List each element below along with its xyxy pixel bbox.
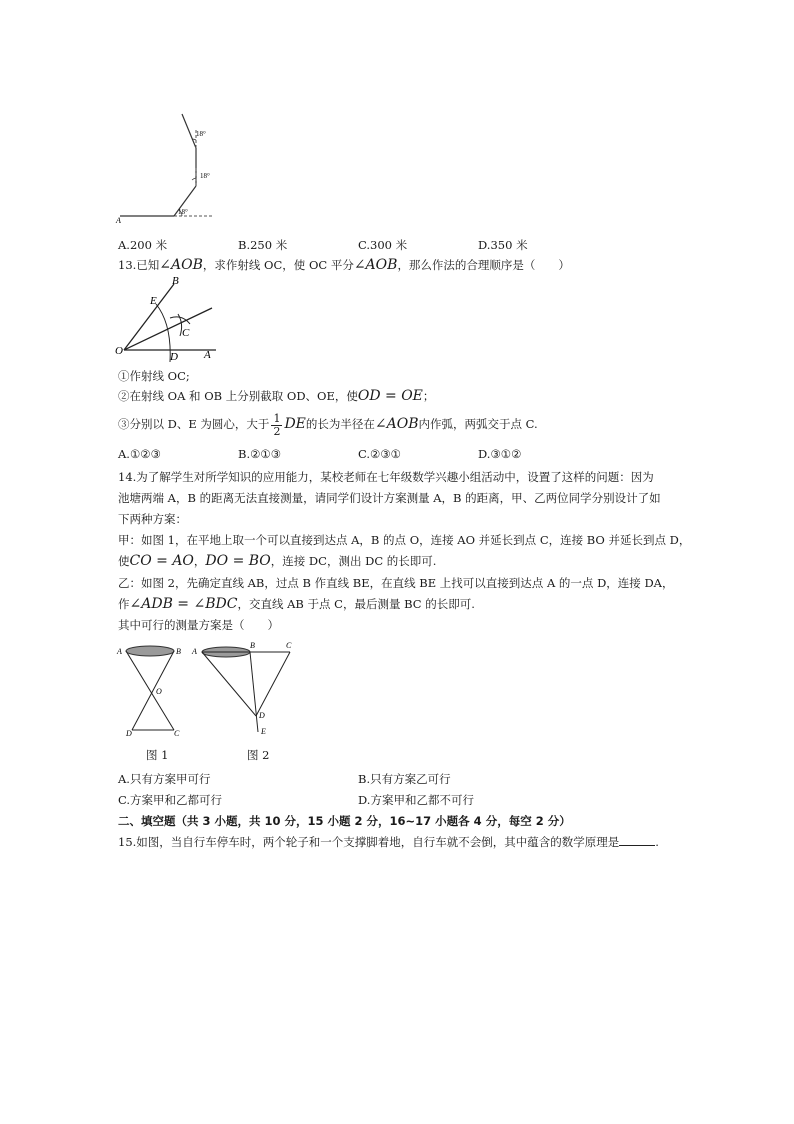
- q12-option-c: C.300 米: [358, 238, 408, 252]
- q13-option-c: C.②③①: [358, 447, 401, 461]
- q12-fig-angle-middle: 18°: [200, 172, 210, 180]
- q13-option-d: D.③①②: [478, 447, 522, 461]
- fig2-label-c: C: [286, 641, 292, 650]
- q13-figure: [112, 274, 224, 362]
- q13-stem: 13.已知∠AOB，求作射线 OC，使 OC 平分∠AOB，那么作法的合理顺序是（ ）: [118, 257, 570, 273]
- q13-fig-label-c: C: [182, 327, 190, 339]
- fig1-label-d: D: [126, 729, 132, 738]
- fig1-label-a: A: [117, 647, 122, 656]
- q12-fig-angle-top: 18°: [196, 130, 206, 138]
- fig2-label-a: A: [192, 647, 197, 656]
- q14-figure-2: [190, 638, 300, 738]
- q13-fig-label-o: O: [115, 345, 123, 357]
- q12-fig-angle-bottom: 18°: [178, 208, 188, 216]
- q14-line-6: 乙：如图 2，先确定直线 AB，过点 B 作直线 BE，在直线 BE 上找可以直接到达点 A 的一点 D，连接 DA，: [118, 576, 674, 590]
- fig1-label-c: C: [174, 729, 180, 738]
- q14-line-5: 使CO = AO，DO = BO，连接 DC，测出 DC 的长即可.: [118, 553, 437, 569]
- q14-option-a: A.只有方案甲可行: [118, 772, 211, 786]
- q15-text: 15.如图，当自行车停车时，两个轮子和一个支撑脚着地，自行车就不会倒，其中蕴含的数学原理是 .: [118, 835, 659, 849]
- q14-option-c: C.方案甲和乙都可行: [118, 793, 223, 807]
- q12-fig-label-a: A: [116, 216, 121, 225]
- q12-figure: [112, 108, 222, 226]
- q14-line-3: 下两种方案：: [118, 512, 187, 526]
- q14-option-b: B.只有方案乙可行: [358, 772, 451, 786]
- q14-option-d: D.方案甲和乙都不可行: [358, 793, 474, 807]
- q13-step-3: ③分别以 D、E 为圆心，大于 $\frac{1}{2}$ DE的长为半径在∠AOB内作弧，两弧交于点 C.: [118, 411, 538, 438]
- q14-line-4: 甲：如图 1，在平地上取一个可以直接到达点 A，B 的点 O，连接 AO 并延长到点 C，连接 BO 并延长到点 D，: [118, 533, 691, 547]
- q14-figure-1: [112, 640, 192, 740]
- q13-step-2: ②在射线 OA 和 OB 上分别截取 OD、OE，使OD = OE；: [118, 388, 435, 404]
- q12-option-a: A.200 米: [118, 238, 168, 252]
- fig1-caption: 图 1: [146, 748, 169, 762]
- fig2-label-e: E: [261, 727, 266, 736]
- q13-option-a: A.①②③: [118, 447, 161, 461]
- q14-line-1: 14.为了解学生对所学知识的应用能力，某校老师在七年级数学兴趣小组活动中，设置了这样的问题：因为: [118, 470, 654, 484]
- q13-fig-label-e: E: [150, 295, 157, 307]
- q13-fig-label-a: A: [204, 349, 211, 361]
- fig1-label-b: B: [176, 647, 181, 656]
- fig1-label-o: O: [156, 687, 162, 696]
- q12-option-b: B.250 米: [238, 238, 288, 252]
- q12-option-d: D.350 米: [478, 238, 528, 252]
- fig2-label-d: D: [259, 711, 265, 720]
- q14-line-7: 作∠ADB = ∠BDC，交直线 AB 于点 C，最后测量 BC 的长即可.: [118, 596, 475, 612]
- q13-fig-label-b: B: [172, 275, 179, 287]
- section-2-title: 二、填空题（共 3 小题，共 10 分，15 小题 2 分，16~17 小题各 4 分，每空 2 分）: [118, 814, 571, 828]
- q14-line-2: 池塘两端 A，B 的距离无法直接测量，请同学们设计方案测量 A，B 的距离，甲、乙两位同学分别设计了如: [118, 491, 661, 505]
- fig2-label-b: B: [250, 641, 255, 650]
- q13-fig-label-d: D: [170, 351, 178, 362]
- q13-step-1: ①作射线 OC;: [118, 369, 190, 383]
- answer-blank[interactable]: [619, 835, 655, 846]
- q14-line-8: 其中可行的测量方案是（ ）: [118, 618, 279, 632]
- q13-option-b: B.②①③: [238, 447, 282, 461]
- fig2-caption: 图 2: [247, 748, 270, 762]
- one-half-fraction: $\frac{1}{2}$: [273, 411, 281, 438]
